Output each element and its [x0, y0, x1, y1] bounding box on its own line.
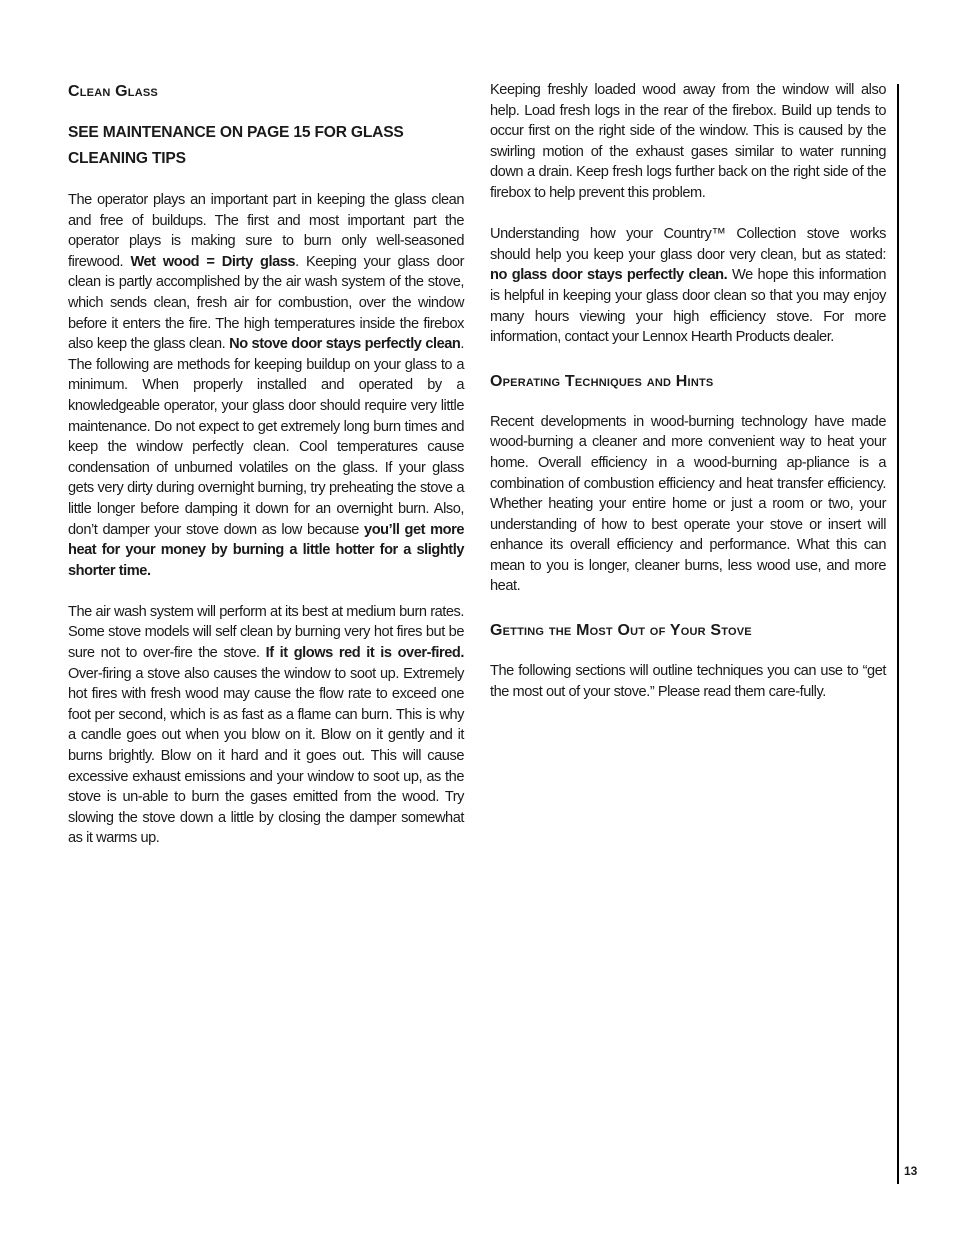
body-text: Keeping freshly loaded wood away from the window will also help. Load fresh logs in the rear of the firebox. Build up tends to occur first on the right side of the window. This is caused by the swirling motion of the exhaust gases similar to water running down a drain. Keep fresh logs further back on the right side of the firebox to help prevent this problem.	[490, 82, 886, 201]
body-text: . The following are methods for keeping buildup on your glass to a minimum. When properly installed and operated by a knowledgeable operator, your glass door should require very little maintenance. Do not expect to get extremely long burn times and keep the window perfectly clean. Cool temperatures cause condensation of unburned volatiles on the glass. If your glass gets very dirty during overnight burning, try preheating the stove a little longer before damping it down for an overnight burn. Also, don’t damper your stove down as low because	[68, 336, 465, 538]
emphasis-text: no glass door stays perfectly clean.	[490, 267, 728, 284]
paragraph-following-sections	[490, 661, 886, 702]
emphasis-text: If it glows red it is over-fired.	[265, 645, 464, 662]
body-text: The following sections will outline techniques you can use to “get the most out of your stove.” Please read them care-fully.	[490, 663, 886, 700]
paragraph-operator-role	[68, 190, 464, 581]
paragraph-fresh-logs	[490, 80, 886, 204]
body-text: The operator plays an important part in keeping the glass clean and free of buildups. The first and most important part the operator plays is making sure to burn only well-seasoned firewood.	[68, 192, 464, 270]
paragraph-air-wash	[68, 602, 464, 849]
body-text: Recent developments in wood-burning technology have made wood-burning a cleaner and more convenient way to heat your home. Overall efficiency in a wood-burning ap-pliance is a combination of combustion efficiency and heat transfer efficiency. Whether heating your entire home or just a room or two, your understanding of how to best operate your stove or insert will enhance its overall efficiency and performance. What this can mean to you is longer, cleaner burns, less wood use, and more heat.	[490, 413, 886, 595]
left-column	[68, 80, 464, 870]
section-heading-operating-techniques: Operating Techniques and Hints	[490, 372, 714, 390]
right-column	[490, 80, 886, 723]
page-number: 13	[904, 1164, 918, 1178]
emphasis-text: Wet wood = Dirty glass	[130, 253, 296, 270]
body-text: Understanding how your Country™ Collection stove works should help you keep your glass door very clean, but as stated:	[490, 226, 886, 263]
body-text: We hope this information is helpful in keeping your glass door clean so that you may enjoy many hours viewing your high efficiency stove. For more information, contact your Lennox Hearth Products dealer.	[490, 267, 886, 346]
paragraph-understanding	[490, 224, 886, 348]
body-text: The air wash system will perform at its best at medium burn rates. Some stove models will self clean by burning very hot fires but be sure not to over-fire the stove.	[68, 603, 464, 662]
maintenance-note: SEE MAINTENANCE ON PAGE 15 FOR GLASS CLEANING TIPS	[68, 124, 404, 167]
body-text: Over-firing a stove also causes the window to soot up. Extremely hot fires with fresh wood may cause the flow rate to exceed one foot per second, which is as fast as a flame can burn. This is why a candle goes out when you blow on it. Blow on it gently and it burns brightly. Blow on it hard and it goes out. This will cause excessive exhaust emissions and your window to soot up, as the stove is un-able to burn the gases emitted from the wood. Try slowing the stove down a little by closing the damper somewhat as it warms up.	[68, 665, 464, 847]
page-edge-rule	[897, 84, 899, 1184]
body-text: . Keeping your glass door clean is partly accomplished by the air wash system of the stove, which sends clean, fresh air for combustion, over the window before it enters the fire. The high temperatures inside the firebox also keep the glass clean.	[68, 253, 464, 353]
emphasis-text: you’ll get more heat for your money by burning a little hotter for a slightly shorter time.	[68, 521, 464, 579]
section-heading-clean-glass: Clean Glass	[68, 83, 158, 100]
emphasis-text: No stove door stays perfectly clean	[229, 336, 461, 353]
section-heading-getting-most: Getting the Most Out of Your Stove	[490, 622, 752, 640]
paragraph-recent-developments	[490, 412, 886, 597]
